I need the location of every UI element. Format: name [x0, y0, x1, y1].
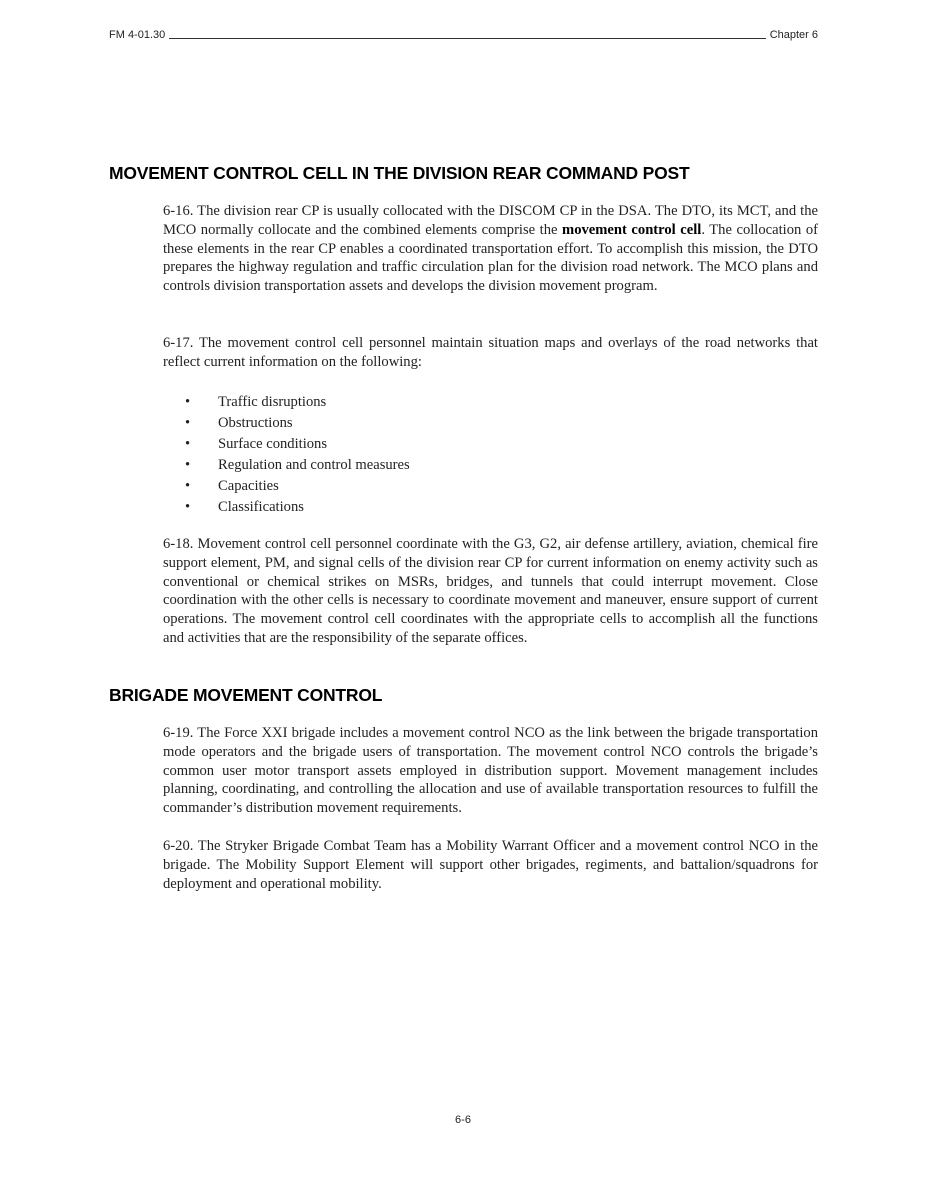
list-item	[185, 477, 410, 498]
list-item	[185, 393, 410, 414]
list-item-text: Obstructions	[218, 415, 293, 431]
bullet-icon: •	[185, 415, 191, 431]
list-item-text: Capacities	[218, 478, 279, 494]
paragraph-text: 6-16. The division rear CP is usually collocated with the DISCOM CP in the DSA. The DTO, its MCT, and the MCO normally collocate and the combined elements comprise the	[163, 203, 818, 238]
page-header	[109, 25, 818, 41]
section-heading-brigade-movement-control: BRIGADE MOVEMENT CONTROL	[109, 685, 383, 705]
list-item-text: Classifications	[218, 499, 304, 515]
paragraph-6-16	[163, 202, 818, 296]
list-item	[185, 456, 410, 477]
bullet-icon: •	[185, 457, 191, 473]
list-item-text: Traffic disruptions	[218, 394, 327, 410]
list-item-text: Regulation and control measures	[218, 457, 410, 473]
bullet-icon: •	[185, 499, 191, 515]
bullet-icon: •	[185, 478, 191, 494]
paragraph-text: . The collocation of these elements in the rear CP enables a coordinated transportation effort. To accomplish this mission, the DTO prepares the highway regulation and traffic circulation plan for the division road network. The MCO plans and controls division transportation assets and develops the division movement program.	[163, 221, 819, 295]
list-item-text: Surface conditions	[218, 436, 328, 452]
section-heading-movement-control-cell: MOVEMENT CONTROL CELL IN THE DIVISION REAR COMMAND POST	[109, 163, 690, 183]
paragraph-6-19: 6-19. The Force XXI brigade includes a movement control NCO as the link between the brigade transportation mode operators and the brigade users of transportation. The movement control NCO controls the brigade’s common user motor transport assets employed in distribution support. Movement management includes planning, coordinating, and controlling the allocation and use of available transportation resources to fulfill the commander’s distribution movement requirements.	[163, 725, 818, 817]
paragraph-6-20: 6-20. The Stryker Brigade Combat Team has a Mobility Warrant Officer and a movement control NCO in the brigade. The Mobility Support Element will support other brigades, regiments, and battalion/squadrons for deployment and operational mobility.	[163, 838, 818, 892]
header-rule	[169, 38, 765, 39]
list-item	[185, 498, 410, 519]
paragraph-6-17: 6-17. The movement control cell personnel maintain situation maps and overlays of the road networks that reflect current information on the following:	[163, 335, 818, 370]
list-item	[185, 414, 410, 435]
bullet-icon: •	[185, 436, 191, 452]
bullet-list	[185, 393, 410, 519]
header-manual-number: FM 4-01.30	[109, 29, 166, 41]
list-item	[185, 435, 410, 456]
bold-term: movement control cell	[562, 221, 702, 238]
bullet-icon: •	[185, 394, 191, 410]
header-chapter: Chapter 6	[769, 29, 818, 41]
paragraph-6-18: 6-18. Movement control cell personnel coordinate with the G3, G2, air defense artillery, aviation, chemical fire support element, PM, and signal cells of the division rear CP for current information on enemy activity such as conventional or chemical strikes on MSRs, bridges, and tunnels that could interrupt movement. Close coordination with the other cells is necessary to coordinate movement and maneuver, ensure support of current operations. The movement control cell coordinates with the appropriate cells to accomplish all the functions and activities that are the responsibility of the separate offices.	[163, 536, 818, 646]
page-number: 6-6	[455, 1114, 471, 1126]
